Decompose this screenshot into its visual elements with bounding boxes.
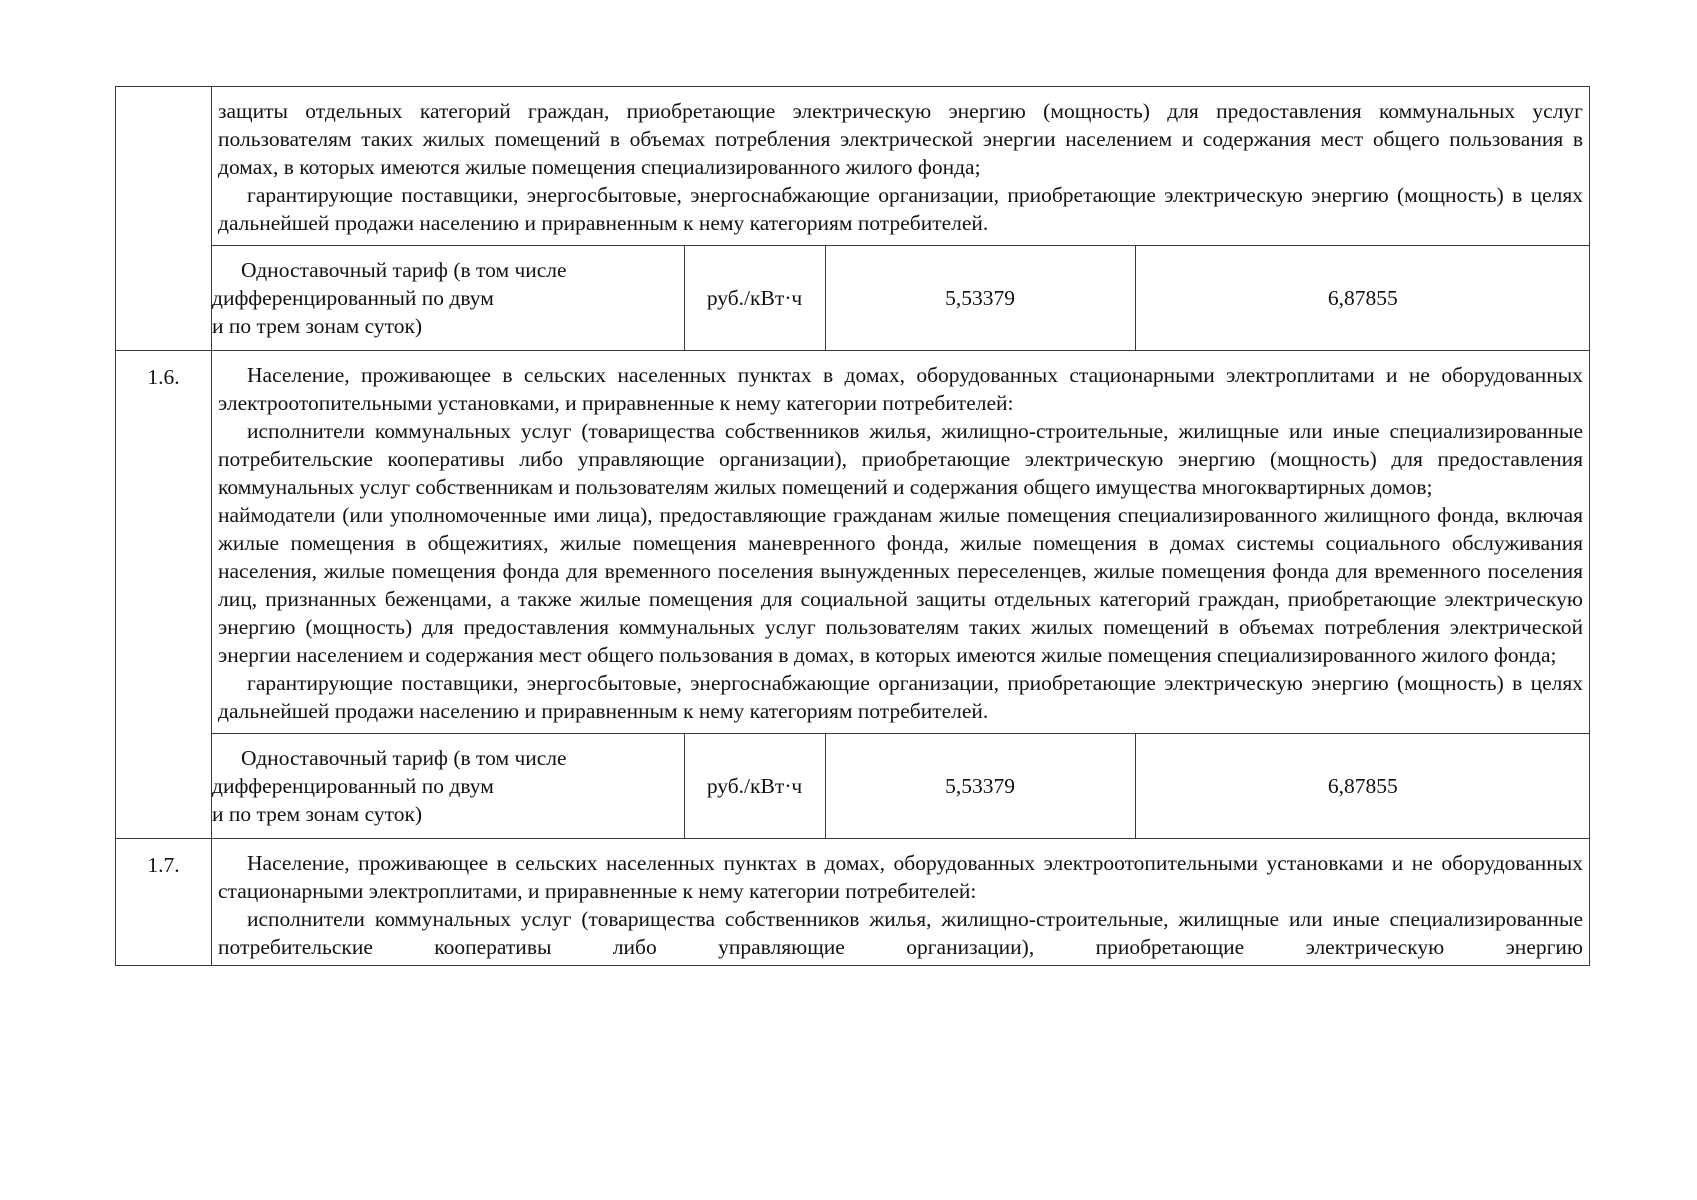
tariff-name [212, 734, 684, 838]
row-number-cell: 1.6. [116, 351, 212, 839]
row-number-cell [116, 87, 212, 351]
paragraph: исполнители коммунальных услуг (товарищества собственников жилья, жилищно-строительные, жилищные или иные специализированные потребительские кооперативы либо управляющие организации), приобретающие электрическую энергию [218, 907, 1583, 959]
tariff-unit: руб./кВт·ч [684, 246, 825, 350]
paragraph: наймодатели (или уполномоченные ими лица), предоставляющие гражданам жилые помещения специализированного жилищного фонда, включая жилые помещения в общежитиях, жилые помещения маневренного фонда, жилые помещения в домах системы социального обслуживания населения, жилые помещения фонда для временного поселения вынужденных переселенцев, жилые помещения фонда для временного поселения лиц, признанных беженцами, а также жилые помещения для социальной защиты отдельных категорий граждан, приобретающие электрическую энергию (мощность) для предоставления коммунальных услуг пользователям таких жилых помещений в объемах потребления электрической энергии населением и содержания мест общего пользования в домах, в которых имеются жилые помещения специализированного жилого фонда; [218, 503, 1583, 667]
tariff-value-first-half: 5,53379 [825, 734, 1135, 838]
tariff-value-second-half: 6,87855 [1135, 734, 1590, 838]
tariff-subtable [212, 246, 1590, 350]
tariff-row [116, 734, 1590, 839]
category-description-cell [212, 839, 1590, 966]
table-row [116, 839, 1590, 966]
paragraph: Население, проживающее в сельских населенных пунктах в домах, оборудованных стационарными электроплитами и не оборудованных электроотопительными установками, и приравненные к нему категории потребителей: [218, 363, 1583, 415]
tariff-cell [212, 734, 1590, 839]
tariff-subtable [212, 734, 1590, 838]
tariff-name-line: Одноставочный тариф (в том числе [241, 746, 567, 770]
tariff-name-line: дифференцированный по двум [212, 286, 494, 310]
paragraph: Население, проживающее в сельских населенных пунктах в домах, оборудованных электроотопительными установками и не оборудованных стационарными электроплитами, и приравненные к нему категории потребителей: [218, 851, 1583, 903]
paragraph: исполнители коммунальных услуг (товарищества собственников жилья, жилищно-строительные, жилищные или иные специализированные потребительские кооперативы либо управляющие организации), приобретающие электрическую энергию (мощность) для предоставления коммунальных услуг собственникам и пользователям жилых помещений и содержания общего имущества многоквартирных домов; [218, 419, 1583, 499]
category-description-cell [212, 351, 1590, 734]
row-number-cell: 1.7. [116, 839, 212, 966]
tariff-row [116, 246, 1590, 351]
tariff-name [212, 246, 684, 350]
tariff-table [115, 86, 1590, 966]
tariff-value-second-half: 6,87855 [1135, 246, 1590, 350]
tariff-value-first-half: 5,53379 [825, 246, 1135, 350]
tariff-unit: руб./кВт·ч [684, 734, 825, 838]
paragraph: гарантирующие поставщики, энергосбытовые, энергоснабжающие организации, приобретающие электрическую энергию (мощность) в целях дальнейшей продажи населению и приравненным к нему категориям потребителей. [218, 183, 1583, 235]
tariff-name-line: и по трем зонам суток) [212, 802, 423, 826]
table-row [116, 351, 1590, 734]
tariff-name-line: дифференцированный по двум [212, 774, 494, 798]
tariff-name-line: Одноставочный тариф (в том числе [241, 258, 567, 282]
tariff-cell [212, 246, 1590, 351]
paragraph: защиты отдельных категорий граждан, приобретающие электрическую энергию (мощность) для предоставления коммунальных услуг пользователям таких жилых помещений в объемах потребления электрической энергии населением и содержания мест общего пользования в домах, в которых имеются жилые помещения специализированного жилого фонда; [218, 99, 1583, 179]
tariff-name-line: и по трем зонам суток) [212, 314, 423, 338]
category-description-cell [212, 87, 1590, 246]
paragraph: гарантирующие поставщики, энергосбытовые, энергоснабжающие организации, приобретающие электрическую энергию (мощность) в целях дальнейшей продажи населению и приравненным к нему категориям потребителей. [218, 671, 1583, 723]
table-row [116, 87, 1590, 246]
